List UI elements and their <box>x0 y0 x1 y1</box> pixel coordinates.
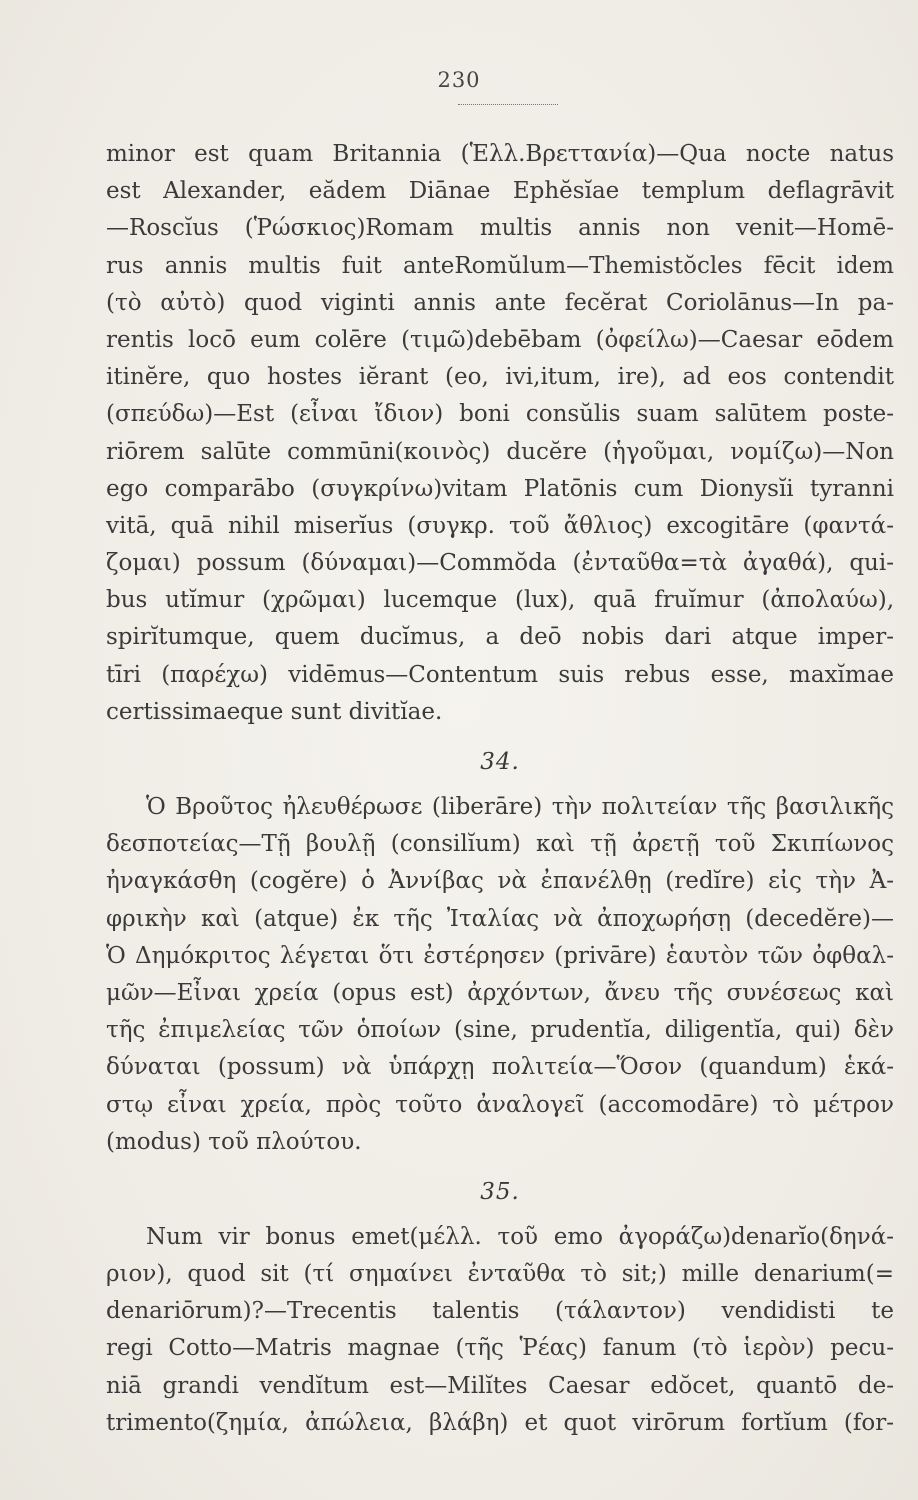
text-line: Num vir bonus emet(μέλλ. τοῦ emo ἀγοράζω)denarĭo(δηνά- <box>146 1223 894 1250</box>
text-line: στῳ εἶναι χρεία, πρὸς τοῦτο ἀναλογεῖ (accomodāre) τὸ μέτρον <box>106 1091 894 1118</box>
text-line: tīri (παρέχω) vidēmus—Contentum suis rebus esse, maxĭmae <box>106 661 894 688</box>
text-line: ego comparābo (συγκρίνω)vitam Platōnis cum Dionysĭi tyranni <box>106 475 894 502</box>
text-line: trimento(ζημία, ἀπώλεια, βλάβη) et quot virōrum fortĭum (for- <box>106 1409 894 1436</box>
text-line: minor est quam Britannia (Ἑλλ.Βρεττανία)—Qua nocte natus <box>106 141 894 167</box>
text-line: (τὸ αὐτὸ) quod viginti annis ante fecĕrat Coriolānus—In pa- <box>106 289 894 316</box>
text-line: δύναται (possum) νὰ ὑπάρχῃ πολιτεία—Ὅσον (quandum) ἑκά- <box>106 1054 894 1081</box>
text-line: (σπεύδω)—Est (εἶναι ἴδιον) boni consŭlis suam salūtem poste- <box>106 401 894 428</box>
section-34 <box>106 789 894 1161</box>
header-rule <box>458 104 558 105</box>
text-line: δεσποτείας—Τῇ βουλῇ (consilĭum) καὶ τῇ ἀρετῇ τοῦ Σκιπίωνος <box>106 831 894 858</box>
text-line: ἠναγκάσθη (cogĕre) ὁ Ἀννίβας νὰ ἐπανέλθῃ (redĭre) εἰς τὴν Ἀ- <box>106 868 894 895</box>
page-number: 230 <box>437 68 481 92</box>
text-line: ριον), quod sit (τί σημαίνει ἐνταῦθα τὸ sit;) mille denarium(= <box>106 1261 894 1288</box>
text-line: spirĭtumque, quem ducĭmus, a deō nobis dari atque imper- <box>106 624 894 651</box>
text-line: est Alexander, eădem Diānae Ephĕsĭae templum deflagrāvit <box>106 178 894 205</box>
page-body <box>106 136 894 1442</box>
text-line: μῶν—Εἶναι χρεία (opus est) ἀρχόντων, ἄνευ τῆς συνέσεως καὶ <box>106 979 894 1006</box>
text-line: φρικὴν καὶ (atque) ἐκ τῆς Ἰταλίας νὰ ἀποχωρήσῃ (decedĕre)— <box>106 905 894 932</box>
text-line: bus utĭmur (χρῶμαι) lucemque (lux), quā fruĭmur (ἀπολαύω), <box>106 587 894 614</box>
text-line: certissimaeque sunt divitĭae. <box>106 698 443 725</box>
text-line: riōrem salūte commūni(κοινὸς) ducĕre (ἡγοῦμαι, νομίζω)—Non <box>106 438 894 465</box>
text-line: rentis locō eum colēre (τιμῶ)debēbam (ὀφείλω)—Caesar eōdem <box>106 326 894 353</box>
text-line: τῆς ἐπιμελείας τῶν ὁποίων (sine, prudentĭa, diligentĭa, qui) δὲν <box>106 1017 894 1044</box>
section-35 <box>106 1219 894 1442</box>
text-line: Ὁ Δημόκριτος λέγεται ὅτι ἐστέρησεν (privāre) ἑαυτὸν τῶν ὀφθαλ- <box>106 942 894 969</box>
text-line: vitā, quā nihil miserĭus (συγκρ. τοῦ ἄθλιος) excogitāre (φαντά- <box>106 512 894 539</box>
text-line: itinĕre, quo hostes iĕrant (eo, ivi,itum, ire), ad eos contendit <box>106 364 894 391</box>
section-1 <box>106 136 894 731</box>
section-heading-34: 34. <box>480 749 520 775</box>
section-heading-35: 35. <box>480 1178 520 1205</box>
text-line: regi Cotto—Matris magnae (τῆς Ῥέας) fanum (τὸ ἱερὸν) pecu- <box>106 1335 894 1362</box>
text-line: niā grandi vendĭtum est—Milĭtes Caesar edŏcet, quantō de- <box>106 1372 894 1399</box>
text-line: (modus) τοῦ πλούτου. <box>106 1128 362 1155</box>
text-line: ζομαι) possum (δύναμαι)—Commŏda (ἐνταῦθα=τὰ ἀγαθά), qui- <box>106 550 894 577</box>
text-line: denariōrum)?—Trecentis talentis (τάλαντον) vendidisti te <box>106 1298 894 1325</box>
text-line: —Roscĭus (Ῥώσκιος)Romam multis annis non venit—Homē- <box>106 215 894 242</box>
text-line: rus annis multis fuit anteRomŭlum—Themistŏcles fēcit idem <box>106 252 894 279</box>
text-line: Ὁ Βροῦτος ἠλευθέρωσε (liberāre) τὴν πολιτείαν τῆς βασιλικῆς <box>146 794 894 820</box>
